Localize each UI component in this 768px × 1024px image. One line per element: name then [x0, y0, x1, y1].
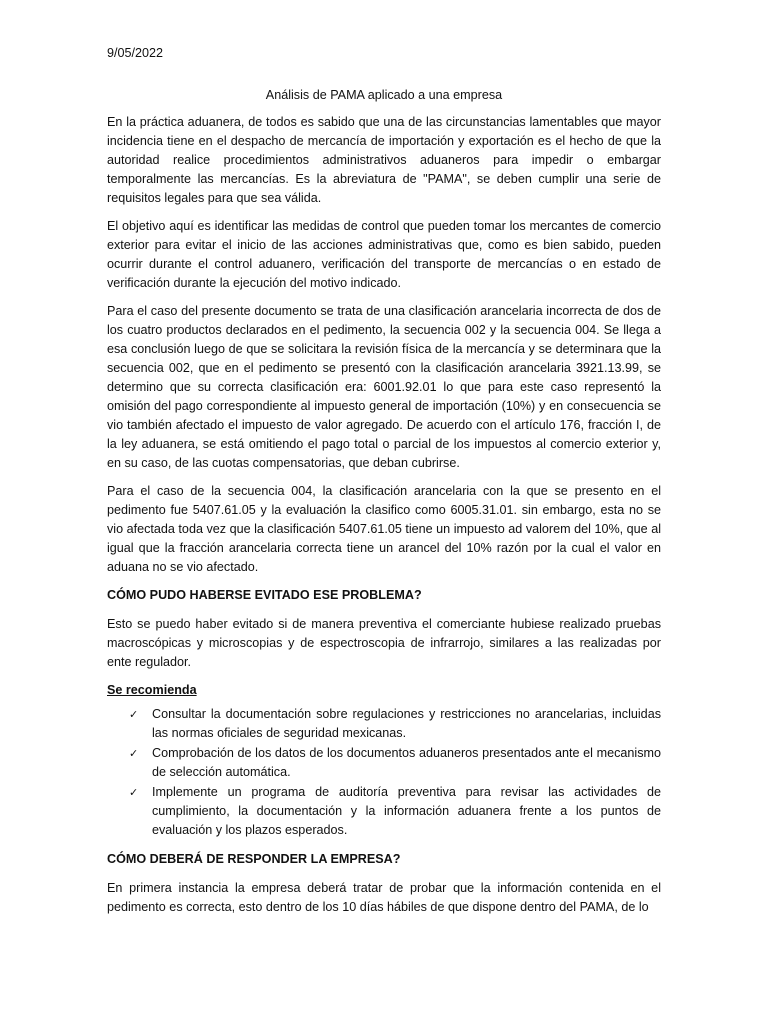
paragraph-sequence-004: Para el caso de la secuencia 004, la clasificación arancelaria con la que se presento en el pedimento fue 5407.61.05 y la evaluación la clasifico como 6005.31.01. sin embargo, esta no se vio afectada toda vez que la clasificación 5407.61.05 tiene un impuesto ad valorem del 10%, que al igual que la fracción arancelaria correcta tiene un arancel del 10% razón por la cual el valor en aduana no se vio afectado.: [107, 484, 661, 574]
check-icon: ✓: [129, 747, 139, 760]
check-icon: ✓: [129, 708, 139, 721]
subheading-recommendation: Se recomienda: [107, 683, 197, 697]
recommendation-list: [107, 705, 661, 840]
paragraph-intro: En la práctica aduanera, de todos es sabido que una de las circunstancias lamentables que mayor incidencia tiene en el despacho de mercancía de importación y exportación es el hecho de que la autoridad realice procedimientos administrativos aduaneros para impedir o embargar temporalmente las mercancías. Es la abreviatura de "PAMA", se deben cumplir una serie de requisitos legales para que sea válida.: [107, 115, 661, 205]
recommendation-text: Comprobación de los datos de los documentos aduaneros presentados ante el mecanismo de selección automática.: [152, 746, 661, 779]
recommendation-item: [107, 744, 661, 782]
recommendation-item: [107, 783, 661, 840]
recommendation-item: [107, 705, 661, 743]
recommendation-text: Consultar la documentación sobre regulaciones y restricciones no arancelarias, incluidas las normas oficiales de seguridad mexicanas.: [152, 707, 661, 740]
paragraph-company-response: En primera instancia la empresa deberá tratar de probar que la información contenida en el pedimento es correcta, esto dentro de los 10 días hábiles de que dispone dentro del PAMA, de lo: [107, 881, 661, 914]
check-icon: ✓: [129, 786, 139, 799]
paragraph-prevention: Esto se puedo haber evitado si de manera preventiva el comerciante hubiese realizado pruebas macroscópicas y microscopias y de espectroscopia de infrarrojo, similares a las realizadas por ente regulador.: [107, 617, 661, 669]
document-title: Análisis de PAMA aplicado a una empresa: [265, 88, 503, 102]
document-body: [107, 44, 661, 926]
paragraph-sequence-002: Para el caso del presente documento se trata de una clasificación arancelaria incorrecta de dos de los cuatro productos declarados en el pedimento, la secuencia 002 y la secuencia 004. Se llega a esa conclusión luego de que se solicitara la revisión física de la mercancía y se determinara que la secuencia 002, que en el pedimento se presentó con la clasificación arancelaria 3921.13.99, se determino que su correcta clasificación era: 6001.92.01 lo que para este caso representó la omisión del pago correspondiente al impuesto general de importación (10%) y en consecuencia se vio también afectado el impuesto de valor agregado. De acuerdo con el artículo 176, fracción I, de la ley aduanera, se está omitiendo el pago total o parcial de los impuestos al comercio exterior y, en su caso, de las cuotas compensatorias, que deban cubrirse.: [107, 304, 661, 470]
heading-company-response: CÓMO DEBERÁ DE RESPONDER LA EMPRESA?: [107, 852, 401, 866]
paragraph-objective: El objetivo aquí es identificar las medidas de control que pueden tomar los mercantes de comercio exterior para evitar el inicio de las acciones administrativas que, como es bien sabido, pueden ocurrir durante el control aduanero, verificación del transporte de mercancías o en estado de verificación durante la ejecución del motivo indicado.: [107, 219, 661, 290]
recommendation-text: Implemente un programa de auditoría preventiva para revisar las actividades de cumplimiento, la documentación y la información aduanera frente a los puntos de evaluación y los plazos esperados.: [152, 785, 661, 837]
heading-how-avoided: CÓMO PUDO HABERSE EVITADO ESE PROBLEMA?: [107, 588, 422, 602]
document-date: 9/05/2022: [107, 46, 164, 60]
